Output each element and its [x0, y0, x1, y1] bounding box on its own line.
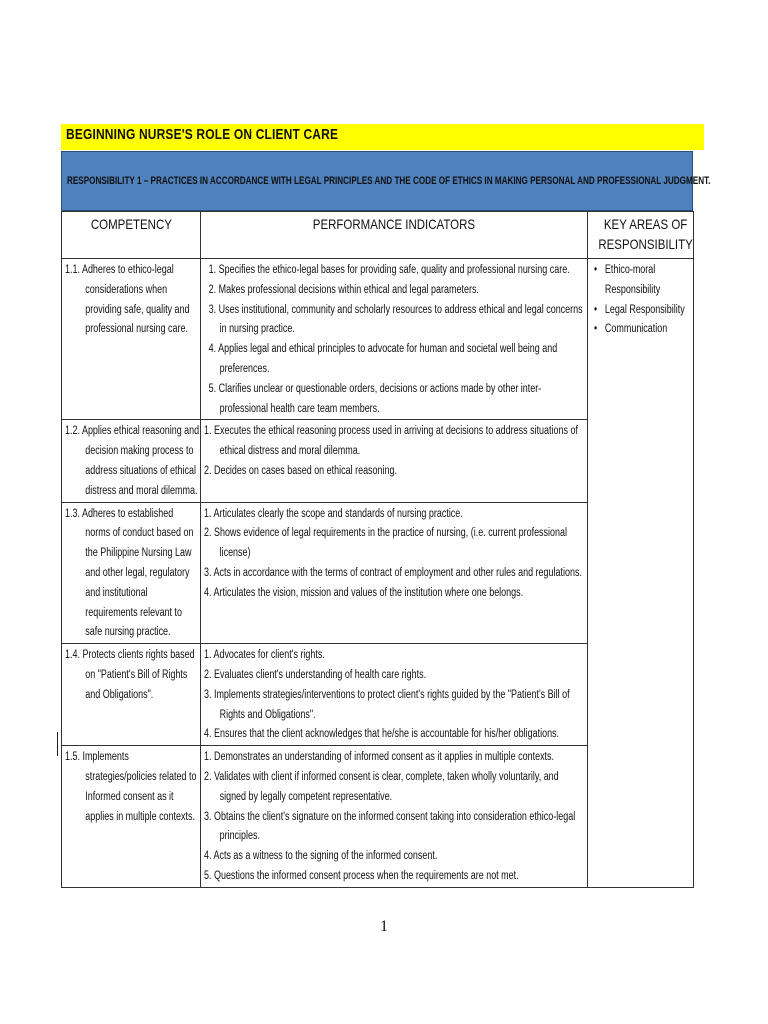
responsibility-heading: RESPONSIBILITY 1 – PRACTICES IN ACCORDANCE WITH LEGAL PRINCIPLES AND THE CODE OF ETHICS IN MAKING PERSONAL AND PROFESSIONAL JUDGMENT. [67, 175, 711, 187]
indicator-item: 2. Evaluates client's understanding of health care rights. [204, 668, 427, 681]
key-area-item: • Legal Responsibility [594, 301, 693, 321]
indicator-item: 4. Applies legal and ethical principles to advocate for human and societal well being and preferences. [208, 343, 558, 375]
competency-table [61, 211, 694, 888]
indicator-item: 2. Decides on cases based on ethical reasoning. [204, 464, 397, 477]
competency-cell [62, 420, 201, 502]
competency-text: 1.4. Protects clients rights based on "Patient's Bill of Rights and Obligations". [65, 649, 195, 701]
indicator-item: 3. Obtains the client's signature on the informed consent taking into consideration ethico-legal principles. [204, 810, 576, 843]
header-competency: COMPETENCY [62, 212, 201, 259]
indicator-item: 3. Implements strategies/interventions to protect client's rights guided by the "Patient's Bill of Rights and Obligations". [204, 688, 570, 721]
key-area-item: • Ethico-moral Responsibility [594, 261, 693, 301]
header-key-areas: KEY AREAS OF RESPONSIBILITY [588, 212, 694, 259]
indicators-cell [201, 259, 588, 420]
competency-text: 1.1. Adheres to ethico-legal considerations when providing safe, quality and professional nursing care. [65, 264, 190, 336]
indicator-item: 2. Validates with client if informed consent is clear, complete, taken wholly voluntarily, and signed by legally competent representative. [204, 770, 559, 803]
text-cursor-mark [57, 732, 58, 756]
competency-text: 1.2. Applies ethical reasoning and decision making process to address situations of ethical distress and moral dilemma. [65, 425, 200, 497]
indicator-item: 5. Questions the informed consent process when the requirements are not met. [204, 869, 519, 882]
indicators-cell [201, 420, 588, 502]
indicators-cell [201, 644, 588, 746]
indicator-item: 4. Articulates the vision, mission and values of the institution where one belongs. [204, 586, 524, 599]
indicator-item: 3. Acts in accordance with the terms of contract of employment and other rules and regulations. [204, 566, 582, 579]
indicator-item: 3. Uses institutional, community and scholarly resources to address ethical and legal concerns in nursing practice. [208, 303, 583, 336]
competency-text: 1.5. Implements strategies/policies related to Informed consent as it applies in multiple contexts. [65, 751, 197, 823]
indicator-item: 2. Shows evidence of legal requirements in the practice of nursing, (i.e. current professional license) [204, 527, 567, 560]
indicator-item: 4. Ensures that the client acknowledges that he/she is accountable for his/her obligations. [204, 728, 560, 741]
indicator-item: 4. Acts as a witness to the signing of the informed consent. [204, 850, 438, 863]
indicator-item: 1. Executes the ethical reasoning process used in arriving at decisions to address situations of ethical distress and moral dilemma. [204, 425, 578, 458]
indicator-item: 1. Demonstrates an understanding of informed consent as it applies in multiple contexts. [204, 751, 555, 764]
table-row [62, 259, 694, 420]
header-performance-indicators: PERFORMANCE INDICATORS [201, 212, 588, 259]
competency-cell [62, 259, 201, 420]
competency-cell [62, 746, 201, 888]
page-number: 1 [380, 918, 388, 935]
key-areas-list [594, 261, 693, 340]
document-title: BEGINNING NURSE'S ROLE ON CLIENT CARE [66, 126, 339, 143]
competency-text: 1.3. Adheres to established norms of conduct based on the Philippine Nursing Law and other legal, regulatory and institutional requirements relevant to safe nursing practice. [65, 507, 194, 639]
table-header-row [62, 212, 694, 259]
responsibility-banner [61, 151, 711, 211]
indicator-item: 1. Articulates clearly the scope and standards of nursing practice. [204, 507, 463, 520]
indicator-item: 1. Advocates for client's rights. [204, 649, 325, 662]
indicators-cell [201, 746, 588, 888]
competency-cell [62, 502, 201, 644]
indicator-item: 1. Specifies the ethico-legal bases for providing safe, quality and professional nursing care. [208, 264, 570, 276]
indicators-cell [201, 502, 588, 644]
indicator-item: 2. Makes professional decisions within ethical and legal parameters. [208, 283, 479, 296]
document-title-banner [61, 124, 704, 150]
indicator-item: 5. Clarifies unclear or questionable orders, decisions or actions made by other inter-professional health care team members. [208, 382, 542, 415]
competency-cell [62, 644, 201, 746]
key-area-item: • Communication [594, 320, 693, 340]
key-areas-cell [588, 259, 694, 888]
